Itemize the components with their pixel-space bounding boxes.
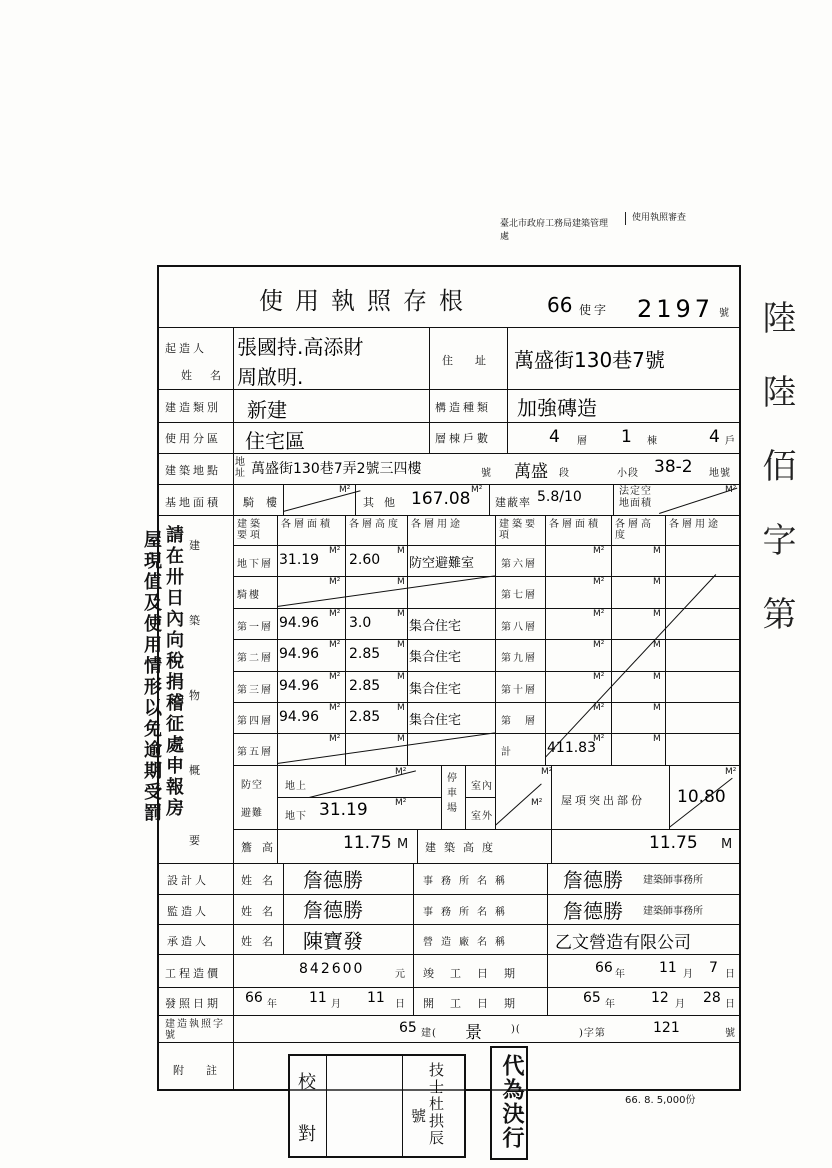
right-area-unit: M² <box>593 546 605 556</box>
households-count: 4 <box>709 427 720 447</box>
left-row-name: 第四層 <box>237 716 273 727</box>
left-area-unit: M² <box>329 734 341 745</box>
designer-name-label: 姓名 <box>241 874 283 887</box>
issue-m: 月 <box>331 999 342 1010</box>
designer-firm-suffix: 建築師事務所 <box>643 875 703 886</box>
start-day: 28 <box>703 990 721 1006</box>
applicant-name-1: 張國持.高添財 <box>237 335 364 359</box>
issue-year: 66 <box>245 990 263 1006</box>
side-label-4: 概 <box>189 764 203 777</box>
floors-label: 層棟戶數 <box>435 432 491 445</box>
eave-label: 簷高 <box>241 841 283 854</box>
use-zone: 住宅區 <box>245 429 305 453</box>
engineer-stamp: 技士杜拱辰 <box>427 1062 445 1147</box>
left-height-unit: M <box>397 734 405 745</box>
other-unit: M² <box>471 485 483 495</box>
total-area: 411.83 <box>547 740 596 757</box>
note-label: 附註 <box>173 1064 239 1077</box>
households-unit: 戶 <box>725 436 736 447</box>
supervisor-label: 監造人 <box>167 905 209 918</box>
permit-prefix: 使字 <box>579 303 610 317</box>
designer-firm: 詹德勝 <box>563 868 623 892</box>
supervisor-office-label: 事務所名稱 <box>423 907 513 918</box>
right-edge-text: 陸陸佰字第 <box>756 300 796 670</box>
left-row-height: 3.0 <box>349 614 372 631</box>
left-row-area: 94.96 <box>279 677 320 694</box>
completion-label: 竣工日期 <box>423 967 531 980</box>
shelter-below-value: 31.19 <box>319 800 368 820</box>
buildings-count: 1 <box>621 427 632 447</box>
left-row-name: 騎樓 <box>237 590 261 602</box>
left-notice-col2: 屋現值及使用情形以免逾期受罰 <box>141 530 162 824</box>
side-label-1: 建 <box>189 539 203 552</box>
left-row-use: 集合住宅 <box>409 650 462 666</box>
completion-d: 日 <box>725 969 736 980</box>
start-year: 65 <box>583 990 601 1006</box>
completion-year: 66 <box>595 960 613 976</box>
right-row-name: 第十層 <box>501 684 537 696</box>
permit-ref-year: 65 <box>399 1020 417 1036</box>
site-prefix: 地址 <box>235 457 246 479</box>
left-row-name: 第三層 <box>237 684 273 696</box>
arcade-unit: M² <box>339 485 351 495</box>
left-area-unit: M² <box>329 703 341 713</box>
left-row-area: 94.96 <box>279 646 320 663</box>
parking-unit-2: M² <box>531 798 543 808</box>
permit-ref-text3: )字第 <box>579 1028 606 1039</box>
shelter-below: 地下 <box>285 811 307 822</box>
top-stamp-left: 臺北市政府工務局建築管理處 <box>500 219 609 242</box>
left-row-use: 防空避難室 <box>409 556 475 571</box>
right-area-unit: M² <box>593 577 605 588</box>
left-row-height: 2.85 <box>349 646 381 663</box>
side-label-2: 築 <box>189 614 203 627</box>
supervisor-firm: 詹德勝 <box>563 899 623 923</box>
arcade-label: 騎樓 <box>243 496 289 509</box>
floors-count: 4 <box>549 427 560 447</box>
permit-year: 66 <box>547 293 573 317</box>
left-area-unit: M² <box>329 546 341 556</box>
right-area-unit: M² <box>593 640 605 651</box>
right-height-unit: M <box>653 671 661 682</box>
shelter-label: 防空避難 <box>241 780 263 819</box>
top-stamp-right: 使用執照審查 <box>625 212 722 225</box>
left-row-height: 2.85 <box>349 677 381 694</box>
lot-suffix: 地號 <box>709 468 731 479</box>
left-height-unit: M <box>397 608 405 619</box>
supervisor-firm-suffix: 建築師事務所 <box>643 906 703 917</box>
address-label: 住址 <box>442 354 508 367</box>
roof-unit: M² <box>725 767 737 777</box>
right-row-name: 第九層 <box>501 653 537 665</box>
right-header-3: 各層用途 <box>669 519 721 530</box>
left-row-name: 第五層 <box>237 747 273 759</box>
start-d: 日 <box>725 999 736 1010</box>
side-label-5: 要 <box>189 834 203 847</box>
right-area-unit: M² <box>593 608 605 619</box>
start-y: 年 <box>605 999 616 1010</box>
build-type: 新建 <box>247 398 287 422</box>
right-header-0: 建築要項 <box>499 519 538 541</box>
left-row-name: 第一層 <box>237 621 273 633</box>
left-area-unit: M² <box>329 577 341 588</box>
parking-label: 停車場 <box>447 773 458 814</box>
right-height-unit: M <box>653 608 661 619</box>
structure-value: 加強磚造 <box>517 396 597 420</box>
completion-month: 11 <box>659 960 677 976</box>
build-height-value: 11.75 <box>649 833 698 853</box>
left-area-unit: M² <box>329 608 341 619</box>
site-lot: 萬盛 <box>514 462 548 482</box>
left-height-unit: M <box>397 671 405 682</box>
left-row-name: 第二層 <box>237 653 273 665</box>
right-header-2: 各層高度 <box>615 519 654 541</box>
left-row-height: 2.85 <box>349 709 381 725</box>
issue-day: 11 <box>367 990 385 1006</box>
site-address: 萬盛街130巷7弄2號三四樓 <box>251 461 422 477</box>
left-area-unit: M² <box>329 640 341 651</box>
structure-label: 構造種類 <box>435 401 491 414</box>
completion-m: 月 <box>683 969 694 980</box>
left-row-use: 集合住宅 <box>409 713 462 728</box>
use-zone-label: 使用分區 <box>165 432 221 445</box>
permit-form <box>157 265 741 1091</box>
form-title: 使用執照存根 <box>259 287 475 315</box>
applicant-name-2: 周啟明. <box>237 365 304 389</box>
lot-label-1: 段 <box>559 468 570 479</box>
legal-open-unit: M² <box>725 485 737 495</box>
left-header-0: 建築要項 <box>237 519 263 541</box>
check-stamp-char-1: 校 <box>298 1072 316 1093</box>
applicant-label: 起造人 <box>165 342 207 355</box>
left-row-area: 94.96 <box>279 709 320 725</box>
total-height-unit: M <box>653 734 661 745</box>
site-label: 建築地點 <box>165 464 221 477</box>
left-area-unit: M² <box>329 671 341 682</box>
left-header-2: 各層高度 <box>349 519 401 530</box>
supervisor-name: 詹德勝 <box>303 898 363 922</box>
start-month: 12 <box>651 990 669 1006</box>
contractor-firm: 乙文營造有限公司 <box>555 933 691 953</box>
roof-value: 10.80 <box>677 787 726 807</box>
roof-label: 屋項突出部份 <box>561 794 645 807</box>
right-height-unit: M <box>653 703 661 713</box>
start-label: 開工日期 <box>423 997 531 1010</box>
right-height-unit: M <box>653 640 661 651</box>
left-row-name: 地下層 <box>237 559 273 570</box>
eave-value: 11.75 <box>343 833 392 853</box>
parking-out: 室外 <box>471 811 493 822</box>
right-row-name: 第 層 <box>501 716 537 727</box>
parking-unit-1: M² <box>541 767 553 777</box>
left-row-height: 2.60 <box>349 552 381 568</box>
permit-ref-number: 121 <box>653 1020 680 1036</box>
left-row-use: 集合住宅 <box>409 618 462 634</box>
decision-stamp <box>490 1046 528 1160</box>
contractor-name: 陳寶發 <box>303 929 363 953</box>
left-row-area: 31.19 <box>279 552 320 568</box>
permit-number-label: 建造執照字號 <box>165 1019 225 1041</box>
right-area-unit: M² <box>593 703 605 713</box>
print-info: 66. 8. 5,000份 <box>625 1095 696 1106</box>
stamp-number-label: 號 <box>409 1108 427 1123</box>
permit-suffix: 號 <box>719 308 730 319</box>
contractor-name-label: 姓名 <box>241 935 283 948</box>
permit-ref-code: 景 <box>465 1023 482 1043</box>
coverage-value: 5.8/10 <box>537 489 582 505</box>
completion-y: 年 <box>615 969 626 980</box>
check-stamp-char-2: 對 <box>298 1124 316 1145</box>
left-height-unit: M <box>397 703 405 713</box>
total-area-unit: M² <box>593 734 605 745</box>
left-row-area: 94.96 <box>279 614 320 631</box>
right-row-name: 第八層 <box>501 621 537 633</box>
issue-month: 11 <box>309 990 327 1006</box>
left-notice-col1: 請在卅日內向稅捐稽征處申報房 <box>163 525 184 819</box>
coverage-label: 建蔽率 <box>495 496 531 509</box>
applicant-name-label: 姓名 <box>181 369 239 382</box>
shelter-above: 地上 <box>285 781 307 792</box>
cost-label: 工程造價 <box>165 967 221 980</box>
legal-open-label: 法定空地面積 <box>619 486 652 509</box>
start-m: 月 <box>675 999 686 1010</box>
build-height-label: 建築高度 <box>425 841 501 854</box>
permit-ref-suffix: 號 <box>725 1028 736 1039</box>
issue-label: 發照日期 <box>165 997 221 1010</box>
area-label: 基地面積 <box>165 496 221 509</box>
decision-text: 代為決行 <box>499 1054 525 1150</box>
contractor-company-label: 營造廠名稱 <box>423 937 513 948</box>
lot-number: 38-2 <box>654 457 693 477</box>
left-header-1: 各層面積 <box>281 519 333 530</box>
left-height-unit: M <box>397 546 405 556</box>
permit-ref-text1: 建( <box>421 1028 437 1039</box>
right-row-name: 第六層 <box>501 559 537 570</box>
designer-name: 詹德勝 <box>303 868 363 892</box>
eave-unit: M <box>397 837 409 852</box>
right-row-name: 第七層 <box>501 590 537 602</box>
build-height-unit: M <box>721 837 733 852</box>
issue-d: 日 <box>395 999 406 1010</box>
right-height-unit: M <box>653 577 661 588</box>
right-row-name: 計 <box>501 747 513 759</box>
shelter-below-unit: M² <box>395 798 407 808</box>
designer-label: 設計人 <box>167 874 209 887</box>
supervisor-name-label: 姓名 <box>241 905 283 918</box>
build-type-label: 建造類別 <box>165 401 221 414</box>
completion-day: 7 <box>709 960 718 976</box>
right-header-1: 各層面積 <box>549 519 601 530</box>
designer-office-label: 事務所名稱 <box>423 876 513 887</box>
floors-unit: 層 <box>577 436 588 447</box>
left-height-unit: M <box>397 577 405 588</box>
buildings-unit: 棟 <box>647 436 658 447</box>
permit-ref-text2: )( <box>511 1024 521 1035</box>
other-label: 其他 <box>363 496 405 509</box>
left-row-use: 集合住宅 <box>409 681 462 697</box>
issue-y: 年 <box>267 999 278 1010</box>
left-height-unit: M <box>397 640 405 651</box>
left-header-3: 各層用途 <box>411 519 463 530</box>
right-area-unit: M² <box>593 671 605 682</box>
other-area: 167.08 <box>411 489 471 509</box>
shelter-above-unit: M² <box>395 767 407 777</box>
site-hao: 號 <box>481 468 492 479</box>
cost-value: 842600 <box>299 961 365 977</box>
parking-in: 室內 <box>471 781 493 792</box>
check-stamp <box>288 1054 466 1158</box>
contractor-label: 承造人 <box>167 935 209 948</box>
applicant-address: 萬盛街130巷7號 <box>514 348 665 372</box>
permit-number: 2197 <box>637 295 715 323</box>
lot-label-2: 小段 <box>617 468 639 479</box>
side-label-3: 物 <box>189 689 203 702</box>
cost-unit: 元 <box>395 969 406 980</box>
right-height-unit: M <box>653 546 661 556</box>
